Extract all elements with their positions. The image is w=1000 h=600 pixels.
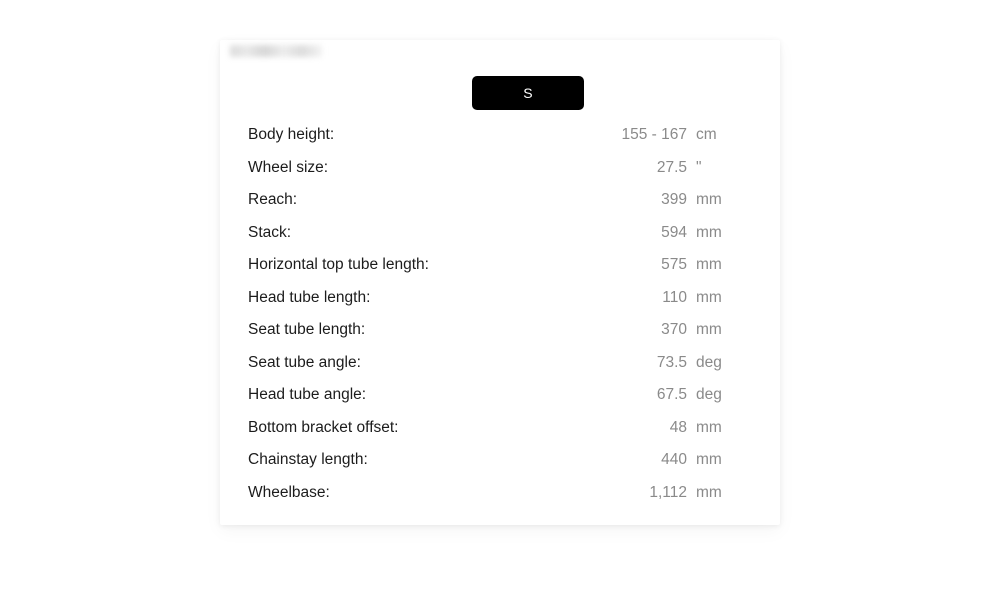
spec-unit: deg bbox=[696, 353, 722, 371]
tab-size-s[interactable] bbox=[472, 76, 584, 110]
spec-unit: deg bbox=[696, 386, 722, 403]
table-row bbox=[248, 256, 740, 289]
spec-unit: mm bbox=[696, 418, 722, 436]
spec-unit: mm bbox=[696, 256, 722, 273]
spec-value: 440 bbox=[661, 451, 687, 468]
table-row bbox=[248, 224, 740, 257]
table-row bbox=[248, 191, 740, 224]
spec-label: Wheelbase: bbox=[248, 483, 330, 501]
geometry-spec-table bbox=[248, 126, 740, 516]
spec-value: 399 bbox=[661, 191, 687, 208]
spec-label: Seat tube length: bbox=[248, 321, 366, 338]
spec-value: 370 bbox=[661, 321, 687, 338]
spec-label: Body height: bbox=[248, 126, 335, 143]
spec-unit: " bbox=[696, 158, 702, 176]
spec-unit: mm bbox=[696, 451, 722, 468]
spec-label: Chainstay length: bbox=[248, 451, 368, 468]
spec-value: 48 bbox=[669, 418, 687, 436]
table-row bbox=[248, 126, 740, 159]
spec-value: 155 - 167 bbox=[621, 126, 687, 143]
spec-value: 594 bbox=[661, 223, 687, 241]
spec-label: Stack: bbox=[248, 223, 292, 241]
blurred-title-placeholder bbox=[230, 45, 322, 57]
spec-value: 73.5 bbox=[656, 353, 687, 371]
spec-value: 110 bbox=[662, 288, 687, 306]
spec-label: Horizontal top tube length: bbox=[248, 256, 429, 273]
tab-size-s-label: S bbox=[523, 85, 533, 101]
table-row bbox=[248, 419, 740, 452]
table-row bbox=[248, 386, 740, 419]
table-row bbox=[248, 354, 740, 387]
spec-label: Wheel size: bbox=[248, 158, 329, 176]
spec-value: 27.5 bbox=[656, 158, 687, 176]
spec-label: Head tube angle: bbox=[248, 386, 367, 403]
spec-value: 67.5 bbox=[656, 386, 687, 403]
table-row bbox=[248, 484, 740, 517]
spec-unit: mm bbox=[696, 483, 722, 501]
spec-label: Head tube length: bbox=[248, 288, 371, 306]
table-row bbox=[248, 321, 740, 354]
table-row bbox=[248, 451, 740, 484]
spec-label: Bottom bracket offset: bbox=[248, 418, 399, 436]
spec-value: 1,112 bbox=[649, 483, 687, 501]
table-row bbox=[248, 159, 740, 192]
table-row bbox=[248, 289, 740, 322]
spec-unit: cm bbox=[696, 126, 717, 143]
spec-unit: mm bbox=[696, 223, 722, 241]
spec-unit: mm bbox=[696, 191, 722, 208]
spec-label: Seat tube angle: bbox=[248, 353, 361, 371]
spec-label: Reach: bbox=[248, 191, 298, 208]
spec-unit: mm bbox=[696, 321, 722, 338]
spec-unit: mm bbox=[696, 288, 722, 306]
spec-value: 575 bbox=[661, 256, 687, 273]
